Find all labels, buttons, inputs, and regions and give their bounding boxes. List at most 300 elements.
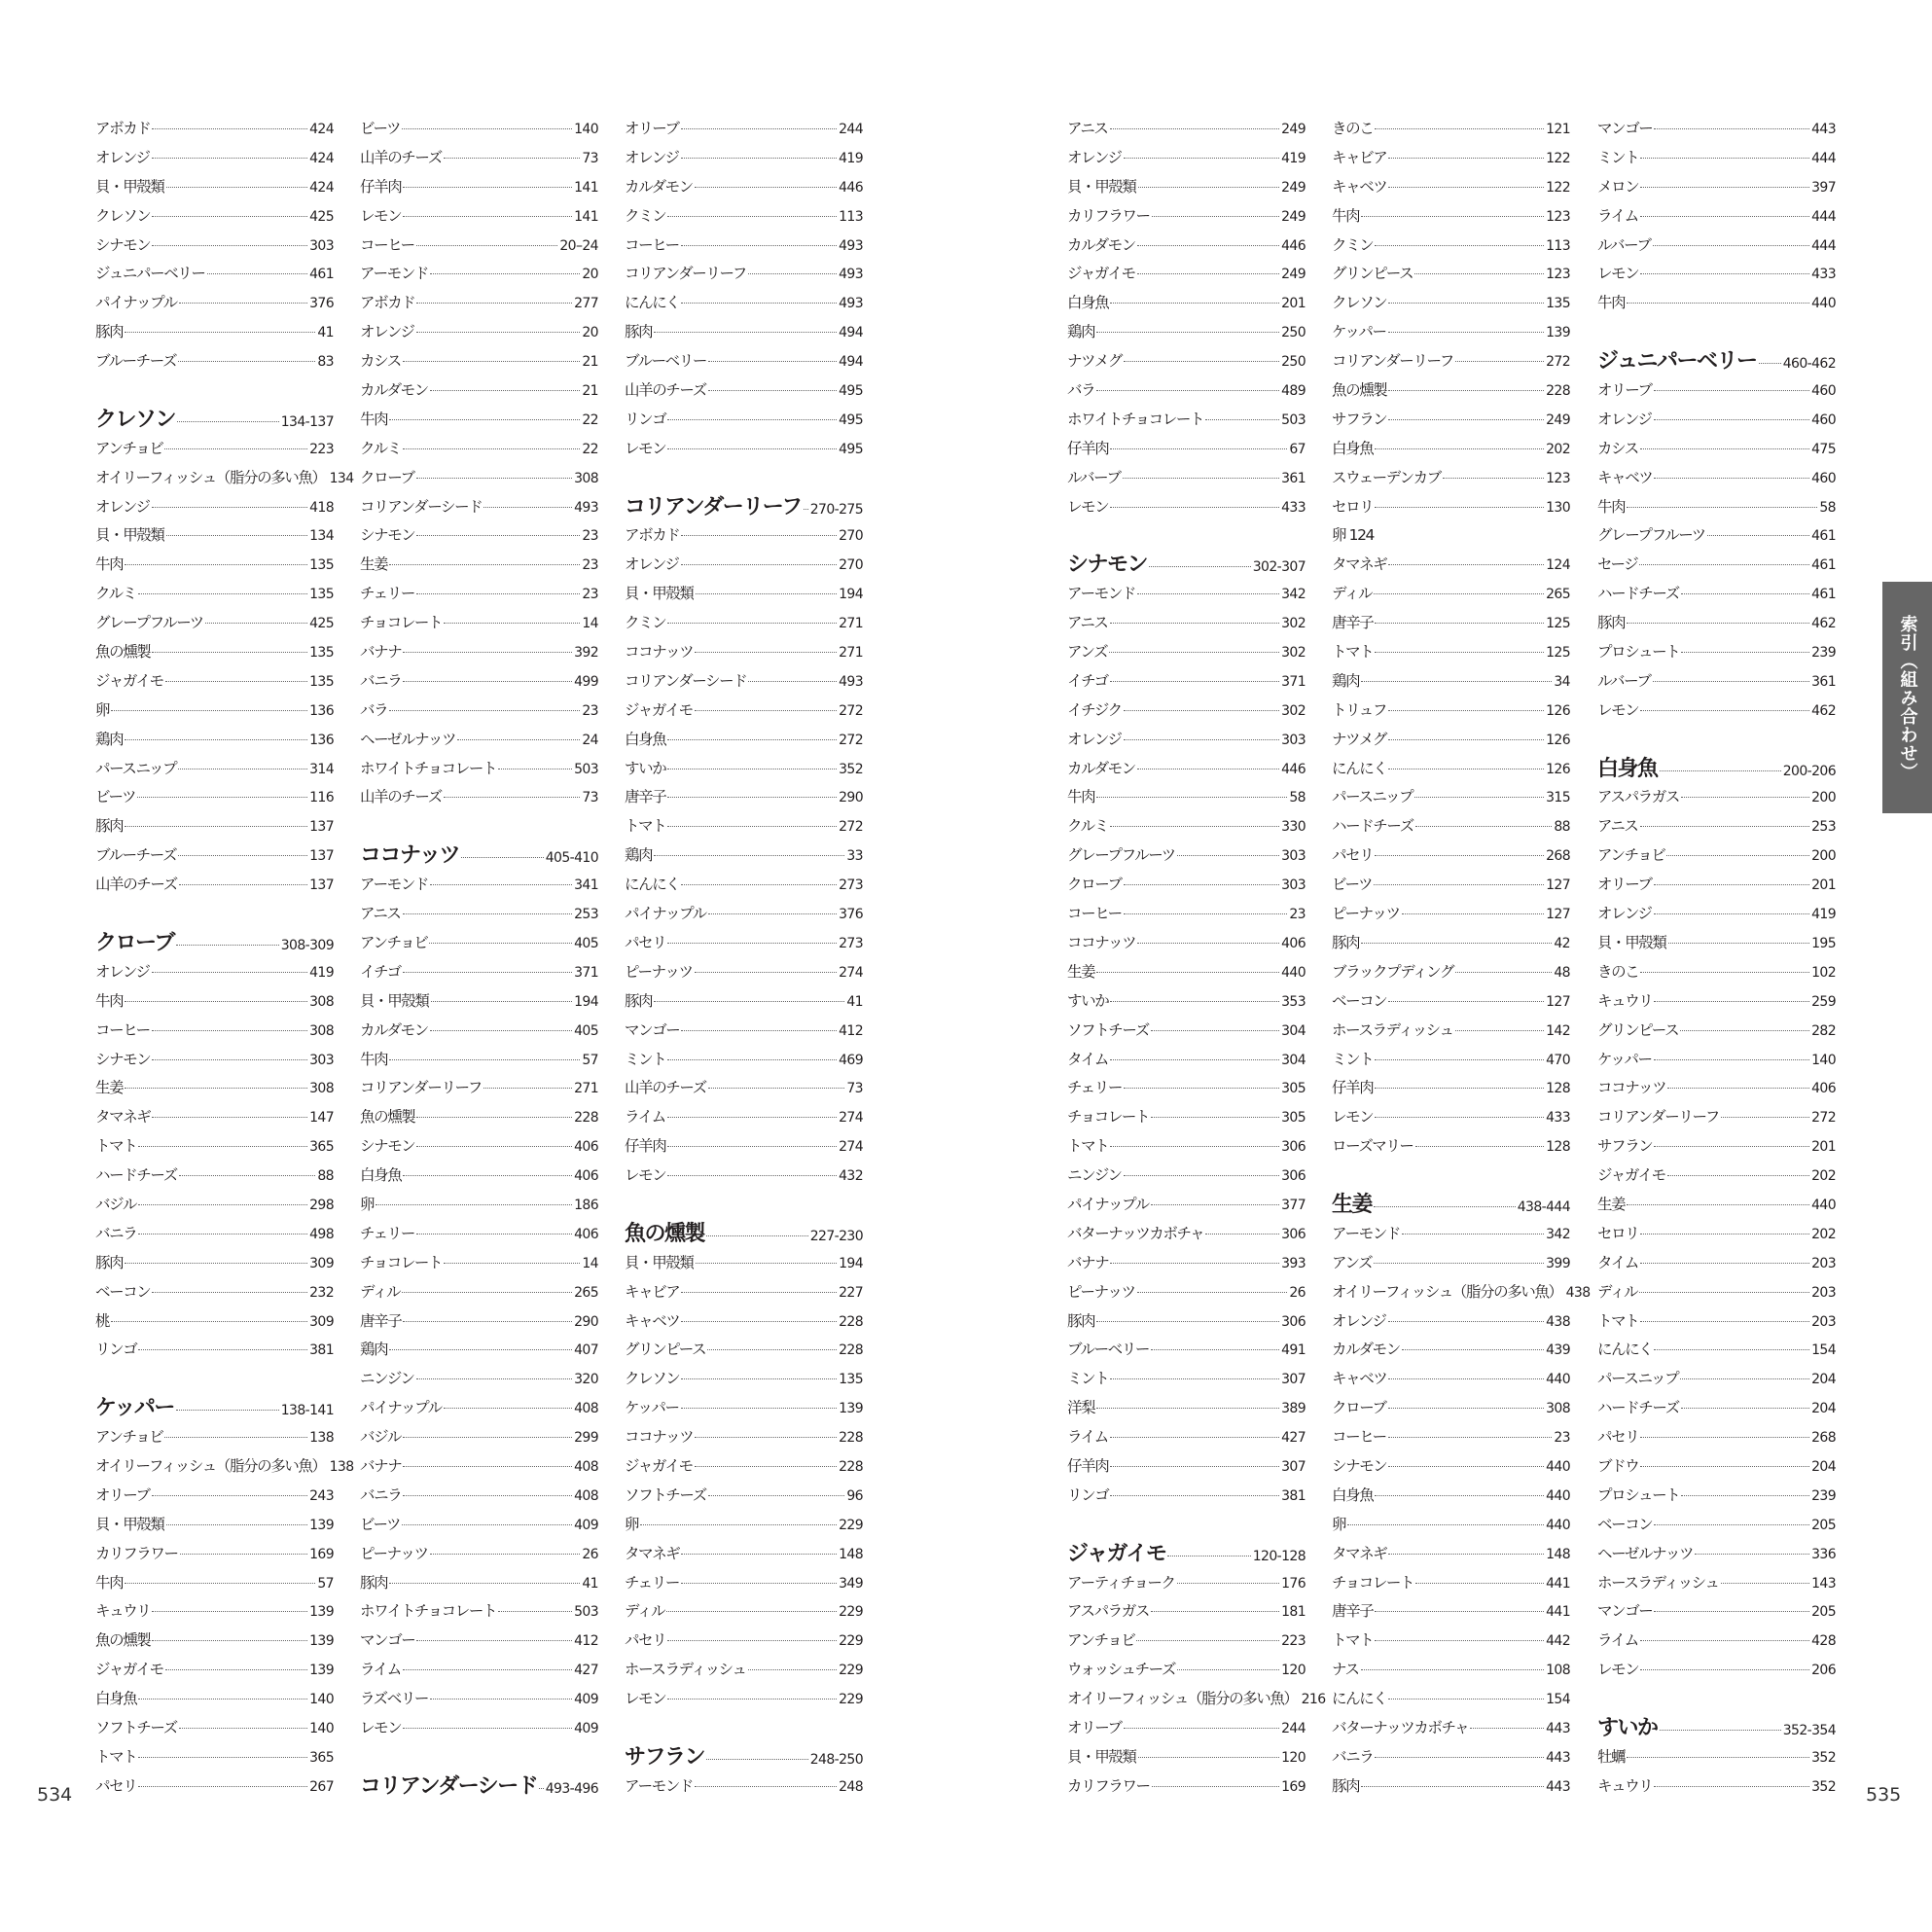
entry-page-ref: 424	[309, 150, 334, 166]
dot-leader	[681, 884, 837, 885]
entry-page-ref: 20	[582, 325, 598, 341]
index-entry	[1067, 1162, 1306, 1191]
entry-term: ホワイトチョコレート	[360, 759, 497, 777]
dot-leader	[695, 1466, 837, 1467]
entry-page-ref: 14	[582, 1255, 598, 1271]
entry-term: ホースラディッシュ	[1332, 1020, 1453, 1039]
entry-page-ref: 41	[582, 1575, 598, 1592]
index-entry	[625, 551, 863, 580]
dot-leader	[1151, 1611, 1279, 1612]
entry-term: タマネギ	[1332, 555, 1387, 574]
heading-term: すいか	[1597, 1715, 1658, 1740]
entry-page-ref: 228	[839, 1313, 863, 1330]
index-entry	[625, 1017, 863, 1046]
dot-leader	[125, 564, 307, 565]
entry-page-ref: 203	[1811, 1255, 1836, 1271]
dot-leader	[1375, 855, 1544, 856]
dot-leader	[681, 158, 837, 159]
entry-term: カルダモン	[1067, 235, 1135, 254]
index-entry	[1597, 1046, 1836, 1075]
entry-term: シナモン	[95, 1050, 151, 1068]
entry-term: キャビア	[625, 1282, 680, 1301]
index-entry	[1067, 1714, 1306, 1743]
entry-page-ref: 203	[1811, 1284, 1836, 1301]
entry-page-ref: 409	[574, 1692, 598, 1708]
index-entry	[95, 551, 334, 580]
index-entry	[1597, 667, 1836, 697]
index-entry	[1067, 1482, 1306, 1511]
entry-term: オリーブ	[1597, 876, 1652, 894]
entry-page-ref: 309	[309, 1313, 334, 1330]
dot-leader	[1388, 739, 1544, 740]
dot-leader	[1627, 623, 1809, 624]
entry-page-ref: 443	[1546, 1749, 1570, 1766]
entry-term: クローブ	[1332, 1399, 1386, 1417]
dot-leader	[1402, 913, 1545, 914]
entry-page-ref: 139	[1546, 325, 1570, 341]
heading-page-range: 308-309	[280, 937, 334, 953]
entry-term: ハードチーズ	[95, 1166, 177, 1185]
index-entry	[95, 697, 334, 726]
entry-page-ref: 24	[582, 732, 598, 748]
entry-term: オリーブ	[95, 1485, 150, 1504]
entry-page-ref: 228	[839, 1458, 863, 1475]
entry-term: マンゴー	[625, 1020, 680, 1039]
entry-page-ref: 444	[1811, 150, 1836, 166]
entry-term: クレソン	[95, 206, 151, 225]
entry-term: 牛肉	[360, 1050, 388, 1068]
dot-leader	[1388, 1408, 1544, 1409]
index-entry	[1332, 783, 1570, 812]
entry-page-ref: 206	[1811, 1663, 1836, 1679]
index-entry	[1597, 987, 1836, 1017]
index-heading	[625, 1743, 863, 1772]
entry-term: ココナッツ	[1067, 933, 1136, 951]
dot-leader	[1096, 797, 1287, 798]
entry-page-ref: 303	[1281, 877, 1306, 894]
index-entry	[1332, 144, 1570, 173]
dot-leader	[125, 1263, 307, 1264]
entry-term: 卵 124	[1332, 526, 1375, 545]
entry-page-ref: 273	[839, 877, 863, 894]
entry-term: アーモンド	[360, 265, 429, 283]
entry-term: シナモン	[360, 526, 415, 545]
dot-leader	[1680, 1378, 1809, 1379]
entry-page-ref: 134	[309, 528, 334, 545]
index-entry	[1067, 347, 1306, 376]
dot-leader	[1627, 1757, 1809, 1758]
entry-term: バジル	[95, 1195, 136, 1213]
index-entry	[625, 1132, 863, 1162]
entry-page-ref: 228	[839, 1342, 863, 1359]
dot-leader	[1654, 1001, 1809, 1002]
index-entry	[1067, 435, 1306, 464]
entry-term: バターナッツカボチャ	[1067, 1224, 1204, 1242]
entry-term: クルミ	[1067, 817, 1108, 836]
index-entry	[95, 812, 334, 841]
index-entry	[360, 1656, 598, 1685]
index-entry	[360, 1685, 598, 1714]
index-heading	[1332, 1191, 1570, 1220]
index-entry	[625, 900, 863, 929]
dot-leader	[1388, 303, 1544, 304]
entry-page-ref: 108	[1546, 1663, 1570, 1679]
entry-page-ref: 268	[1546, 848, 1570, 865]
entry-term: にんにく	[625, 876, 680, 894]
heading-page-range: 270-275	[809, 501, 863, 518]
entry-page-ref: 302	[1281, 702, 1306, 719]
entry-page-ref: 446	[1281, 237, 1306, 254]
index-entry	[1332, 900, 1570, 929]
dot-leader	[1151, 1204, 1279, 1205]
index-entry	[360, 755, 598, 784]
dot-leader	[748, 1669, 838, 1670]
entry-page-ref: 341	[574, 877, 598, 894]
entry-term: 卵	[95, 700, 110, 719]
entry-term: ローズマリー	[1332, 1137, 1413, 1156]
dot-leader	[681, 1321, 837, 1322]
entry-term: オレンジ	[625, 148, 679, 166]
entry-page-ref: 309	[309, 1255, 334, 1271]
entry-page-ref: 83	[317, 354, 334, 371]
dot-leader	[667, 943, 837, 944]
entry-page-ref: 274	[839, 1139, 863, 1156]
entry-term: クミン	[625, 614, 666, 632]
entry-term: パースニップ	[1332, 788, 1413, 806]
dot-leader	[1653, 681, 1810, 682]
entry-term: 牛肉	[95, 991, 124, 1010]
entry-page-ref: 265	[1546, 587, 1570, 603]
entry-term: グリンピース	[1597, 1020, 1679, 1039]
entry-term: 豚肉	[360, 1573, 388, 1592]
index-entry	[625, 755, 863, 784]
index-entry	[1597, 580, 1836, 609]
dot-leader	[403, 216, 572, 217]
dot-leader	[1681, 797, 1809, 798]
index-entry	[1597, 1191, 1836, 1220]
dot-leader	[403, 1669, 572, 1670]
dot-leader	[389, 710, 580, 711]
entry-term: コリアンダーリーフ	[1597, 1108, 1719, 1127]
index-entry	[360, 1278, 598, 1307]
index-entry	[1067, 1772, 1306, 1802]
index-entry	[95, 1103, 334, 1132]
entry-term: 豚肉	[625, 323, 653, 341]
dot-leader	[1388, 1001, 1544, 1002]
entry-term: アーモンド	[360, 876, 429, 894]
dot-leader	[1640, 158, 1809, 159]
dot-leader	[1110, 1001, 1279, 1002]
entry-term: カリフラワー	[95, 1544, 178, 1562]
dot-leader	[1640, 273, 1809, 274]
entry-page-ref: 428	[1811, 1633, 1836, 1650]
entry-page-ref: 461	[1811, 528, 1836, 545]
index-entry	[95, 755, 334, 784]
entry-term: クレソン	[625, 1370, 680, 1388]
dot-leader	[1124, 1088, 1279, 1089]
entry-page-ref: 446	[839, 179, 863, 196]
index-entry	[360, 1597, 598, 1627]
index-entry	[1597, 115, 1836, 144]
dot-leader	[1695, 1554, 1809, 1555]
dot-leader	[1124, 710, 1279, 711]
dot-leader	[152, 1030, 307, 1031]
index-entry	[1067, 232, 1306, 261]
entry-page-ref: 249	[1281, 122, 1306, 137]
entry-page-ref: 23	[1289, 907, 1306, 923]
entry-page-ref: 205	[1811, 1517, 1836, 1533]
entry-term: ジャガイモ	[95, 671, 163, 690]
entry-page-ref: 408	[574, 1458, 598, 1475]
dot-leader	[695, 710, 837, 711]
entry-page-ref: 406	[574, 1168, 598, 1185]
entry-page-ref: 135	[309, 645, 334, 662]
index-entry	[1067, 1046, 1306, 1075]
entry-term: シナモン	[95, 235, 151, 254]
entry-page-ref: 503	[574, 761, 598, 777]
entry-term: 豚肉	[95, 1253, 124, 1271]
index-entry	[1332, 435, 1570, 464]
entry-term: イチゴ	[1067, 671, 1108, 690]
entry-page-ref: 271	[839, 616, 863, 632]
dot-leader	[1152, 216, 1279, 217]
entry-page-ref: 433	[1546, 1110, 1570, 1127]
entry-term: オレンジ	[95, 962, 150, 981]
entry-term: カリフラワー	[1067, 1776, 1150, 1795]
dot-leader	[1096, 972, 1279, 973]
index-entry	[360, 726, 598, 755]
entry-page-ref: 34	[1554, 673, 1570, 690]
dot-leader	[416, 535, 580, 536]
entry-page-ref: 315	[1546, 790, 1570, 806]
index-entry	[95, 667, 334, 697]
entry-page-ref: 239	[1811, 645, 1836, 662]
entry-term: ライム	[1597, 1631, 1638, 1650]
dot-leader	[177, 421, 279, 422]
index-entry	[1067, 667, 1306, 697]
entry-page-ref: 441	[1546, 1575, 1570, 1592]
entry-term: ココナッツ	[1597, 1079, 1666, 1097]
heading-term: ジュニパーベリー	[1597, 349, 1757, 375]
dot-leader	[444, 158, 581, 159]
entry-page-ref: 239	[1811, 1487, 1836, 1504]
dot-leader	[1640, 1640, 1809, 1641]
entry-page-ref: 419	[839, 150, 863, 166]
dot-leader	[416, 303, 572, 304]
index-entry	[1332, 173, 1570, 202]
entry-term: 貝・甲殻類	[95, 177, 164, 196]
entry-page-ref: 204	[1811, 1401, 1836, 1417]
entry-page-ref: 148	[1546, 1546, 1570, 1562]
dot-leader	[1388, 1378, 1544, 1379]
entry-term: ビーツ	[95, 788, 136, 806]
dot-leader	[667, 1640, 837, 1641]
dot-leader	[1138, 187, 1280, 188]
entry-page-ref: 58	[1289, 790, 1306, 806]
index-entry	[95, 1597, 334, 1627]
dot-leader	[1414, 797, 1544, 798]
dot-leader	[1110, 507, 1279, 508]
entry-page-ref: 424	[309, 179, 334, 196]
entry-term: ヘーゼルナッツ	[360, 730, 456, 748]
entry-term: 牡蠣	[1597, 1747, 1626, 1766]
entry-page-ref: 26	[582, 1546, 598, 1562]
dot-leader	[1627, 303, 1809, 304]
index-entry	[625, 697, 863, 726]
entry-page-ref: 503	[1281, 411, 1306, 428]
index-entry	[1067, 1365, 1306, 1394]
index-heading	[1597, 755, 1836, 784]
entry-page-ref: 303	[1281, 848, 1306, 865]
entry-page-ref: 308	[309, 1081, 334, 1097]
index-entry	[625, 1278, 863, 1307]
entry-page-ref: 470	[1546, 1052, 1570, 1068]
entry-term: 唐辛子	[1332, 1602, 1374, 1621]
index-entry	[1332, 1627, 1570, 1656]
entry-page-ref: 229	[839, 1692, 863, 1708]
entry-page-ref: 306	[1281, 1168, 1306, 1185]
entry-term: アニス	[1067, 614, 1108, 632]
entry-page-ref: 305	[1281, 1081, 1306, 1097]
entry-term: 豚肉	[95, 323, 124, 341]
entry-term: ピーナッツ	[1067, 1282, 1135, 1301]
heading-page-range: 134-137	[280, 413, 334, 430]
dot-leader	[695, 1786, 837, 1787]
entry-term: ジャガイモ	[95, 1661, 163, 1679]
index-entry	[1597, 1336, 1836, 1365]
dot-leader	[402, 128, 572, 129]
entry-term: ジャガイモ	[1067, 265, 1135, 283]
entry-term: アボカド	[360, 294, 415, 312]
entry-page-ref: 169	[309, 1546, 334, 1562]
index-entry	[1067, 260, 1306, 289]
entry-page-ref: 135	[839, 1372, 863, 1388]
dot-leader	[708, 1088, 845, 1089]
entry-page-ref: 303	[309, 1052, 334, 1068]
entry-page-ref: 140	[309, 1692, 334, 1708]
page-number-right: 535	[1866, 1784, 1902, 1806]
index-entry	[95, 1685, 334, 1714]
entry-page-ref: 306	[1281, 1139, 1306, 1156]
index-entry	[360, 202, 598, 232]
entry-page-ref: 126	[1546, 761, 1570, 777]
index-entry	[625, 1627, 863, 1656]
entry-term: ミント	[625, 1050, 666, 1068]
entry-term: パースニップ	[1597, 1370, 1679, 1388]
dot-leader	[416, 1117, 572, 1118]
index-entry	[1597, 958, 1836, 987]
heading-page-range: 405-410	[545, 850, 598, 867]
entry-term: 鶏肉	[625, 846, 653, 865]
dot-leader	[1654, 128, 1809, 129]
index-entry	[625, 638, 863, 667]
dot-leader	[667, 797, 837, 798]
entry-term: コリアンダーリーフ	[625, 265, 746, 283]
index-entry	[95, 1278, 334, 1307]
entry-page-ref: 23	[1554, 1430, 1570, 1447]
entry-page-ref: 124	[1546, 557, 1570, 574]
heading-term: 白身魚	[1597, 756, 1658, 781]
dot-leader	[1124, 1728, 1279, 1729]
entry-term: コリアンダーリーフ	[360, 1079, 482, 1097]
index-heading	[95, 406, 334, 435]
index-entry	[95, 1046, 334, 1075]
entry-page-ref: 169	[1281, 1778, 1306, 1795]
index-entry	[1332, 755, 1570, 784]
entry-term: リンゴ	[95, 1341, 137, 1359]
index-entry	[360, 958, 598, 987]
entry-page-ref: 272	[839, 819, 863, 836]
index-entry	[1597, 1423, 1836, 1452]
entry-term: パイナップル	[360, 1399, 442, 1417]
index-entry	[1332, 1278, 1591, 1307]
entry-page-ref: 202	[1546, 441, 1570, 457]
entry-term: ベーコン	[1332, 991, 1387, 1010]
heading-term: シナモン	[1067, 553, 1148, 578]
dot-leader	[667, 1146, 837, 1147]
index-entry	[1597, 232, 1836, 261]
entry-page-ref: 120	[1281, 1663, 1306, 1679]
entry-term: レモン	[1332, 1108, 1374, 1127]
index-entry	[625, 609, 863, 638]
entry-page-ref: 125	[1546, 616, 1570, 632]
entry-page-ref: 393	[1281, 1255, 1306, 1271]
entry-term: アンチョビ	[95, 439, 163, 457]
entry-page-ref: 268	[1811, 1430, 1836, 1447]
dot-leader	[1455, 1030, 1545, 1031]
entry-term: キャビア	[1332, 148, 1387, 166]
entry-term: オレンジ	[625, 555, 679, 574]
entry-term: アンズ	[1332, 1253, 1373, 1271]
index-entry	[95, 260, 334, 289]
entry-term: 卵	[625, 1515, 639, 1533]
heading-page-range: 493-496	[545, 1780, 598, 1797]
dot-leader	[1654, 1059, 1809, 1060]
index-entry	[95, 464, 354, 493]
entry-term: コリアンダーシード	[360, 497, 483, 516]
index-entry	[1597, 1278, 1836, 1307]
entry-term: ニンジン	[1067, 1166, 1122, 1185]
entry-page-ref: 307	[1281, 1372, 1306, 1388]
dot-leader	[1654, 1611, 1809, 1612]
entry-page-ref: 121	[1546, 122, 1570, 137]
index-entry	[625, 144, 863, 173]
entry-term: ブドウ	[1597, 1456, 1639, 1475]
index-entry	[625, 1249, 863, 1278]
dot-leader	[1375, 1059, 1544, 1060]
dot-leader	[1681, 652, 1809, 653]
entry-term: アニス	[1597, 817, 1638, 836]
dot-leader	[152, 507, 307, 508]
index-entry	[1597, 1162, 1836, 1191]
entry-page-ref: 138	[329, 1458, 354, 1475]
dot-leader	[708, 1495, 845, 1496]
entry-page-ref: 273	[839, 935, 863, 951]
dot-leader	[1096, 1408, 1279, 1409]
entry-term: グレープフルーツ	[95, 614, 203, 632]
entry-page-ref: 249	[1281, 267, 1306, 283]
dot-leader	[1110, 1437, 1279, 1438]
index-entry	[1597, 812, 1836, 841]
entry-page-ref: 244	[1281, 1720, 1306, 1736]
index-entry	[1067, 144, 1306, 173]
entry-page-ref: 440	[1546, 1487, 1570, 1504]
dot-leader	[179, 1175, 316, 1176]
dot-leader	[1110, 623, 1280, 624]
entry-term: 牛肉	[1332, 206, 1360, 225]
entry-term: アニス	[360, 905, 401, 923]
index-entry	[1597, 289, 1836, 318]
